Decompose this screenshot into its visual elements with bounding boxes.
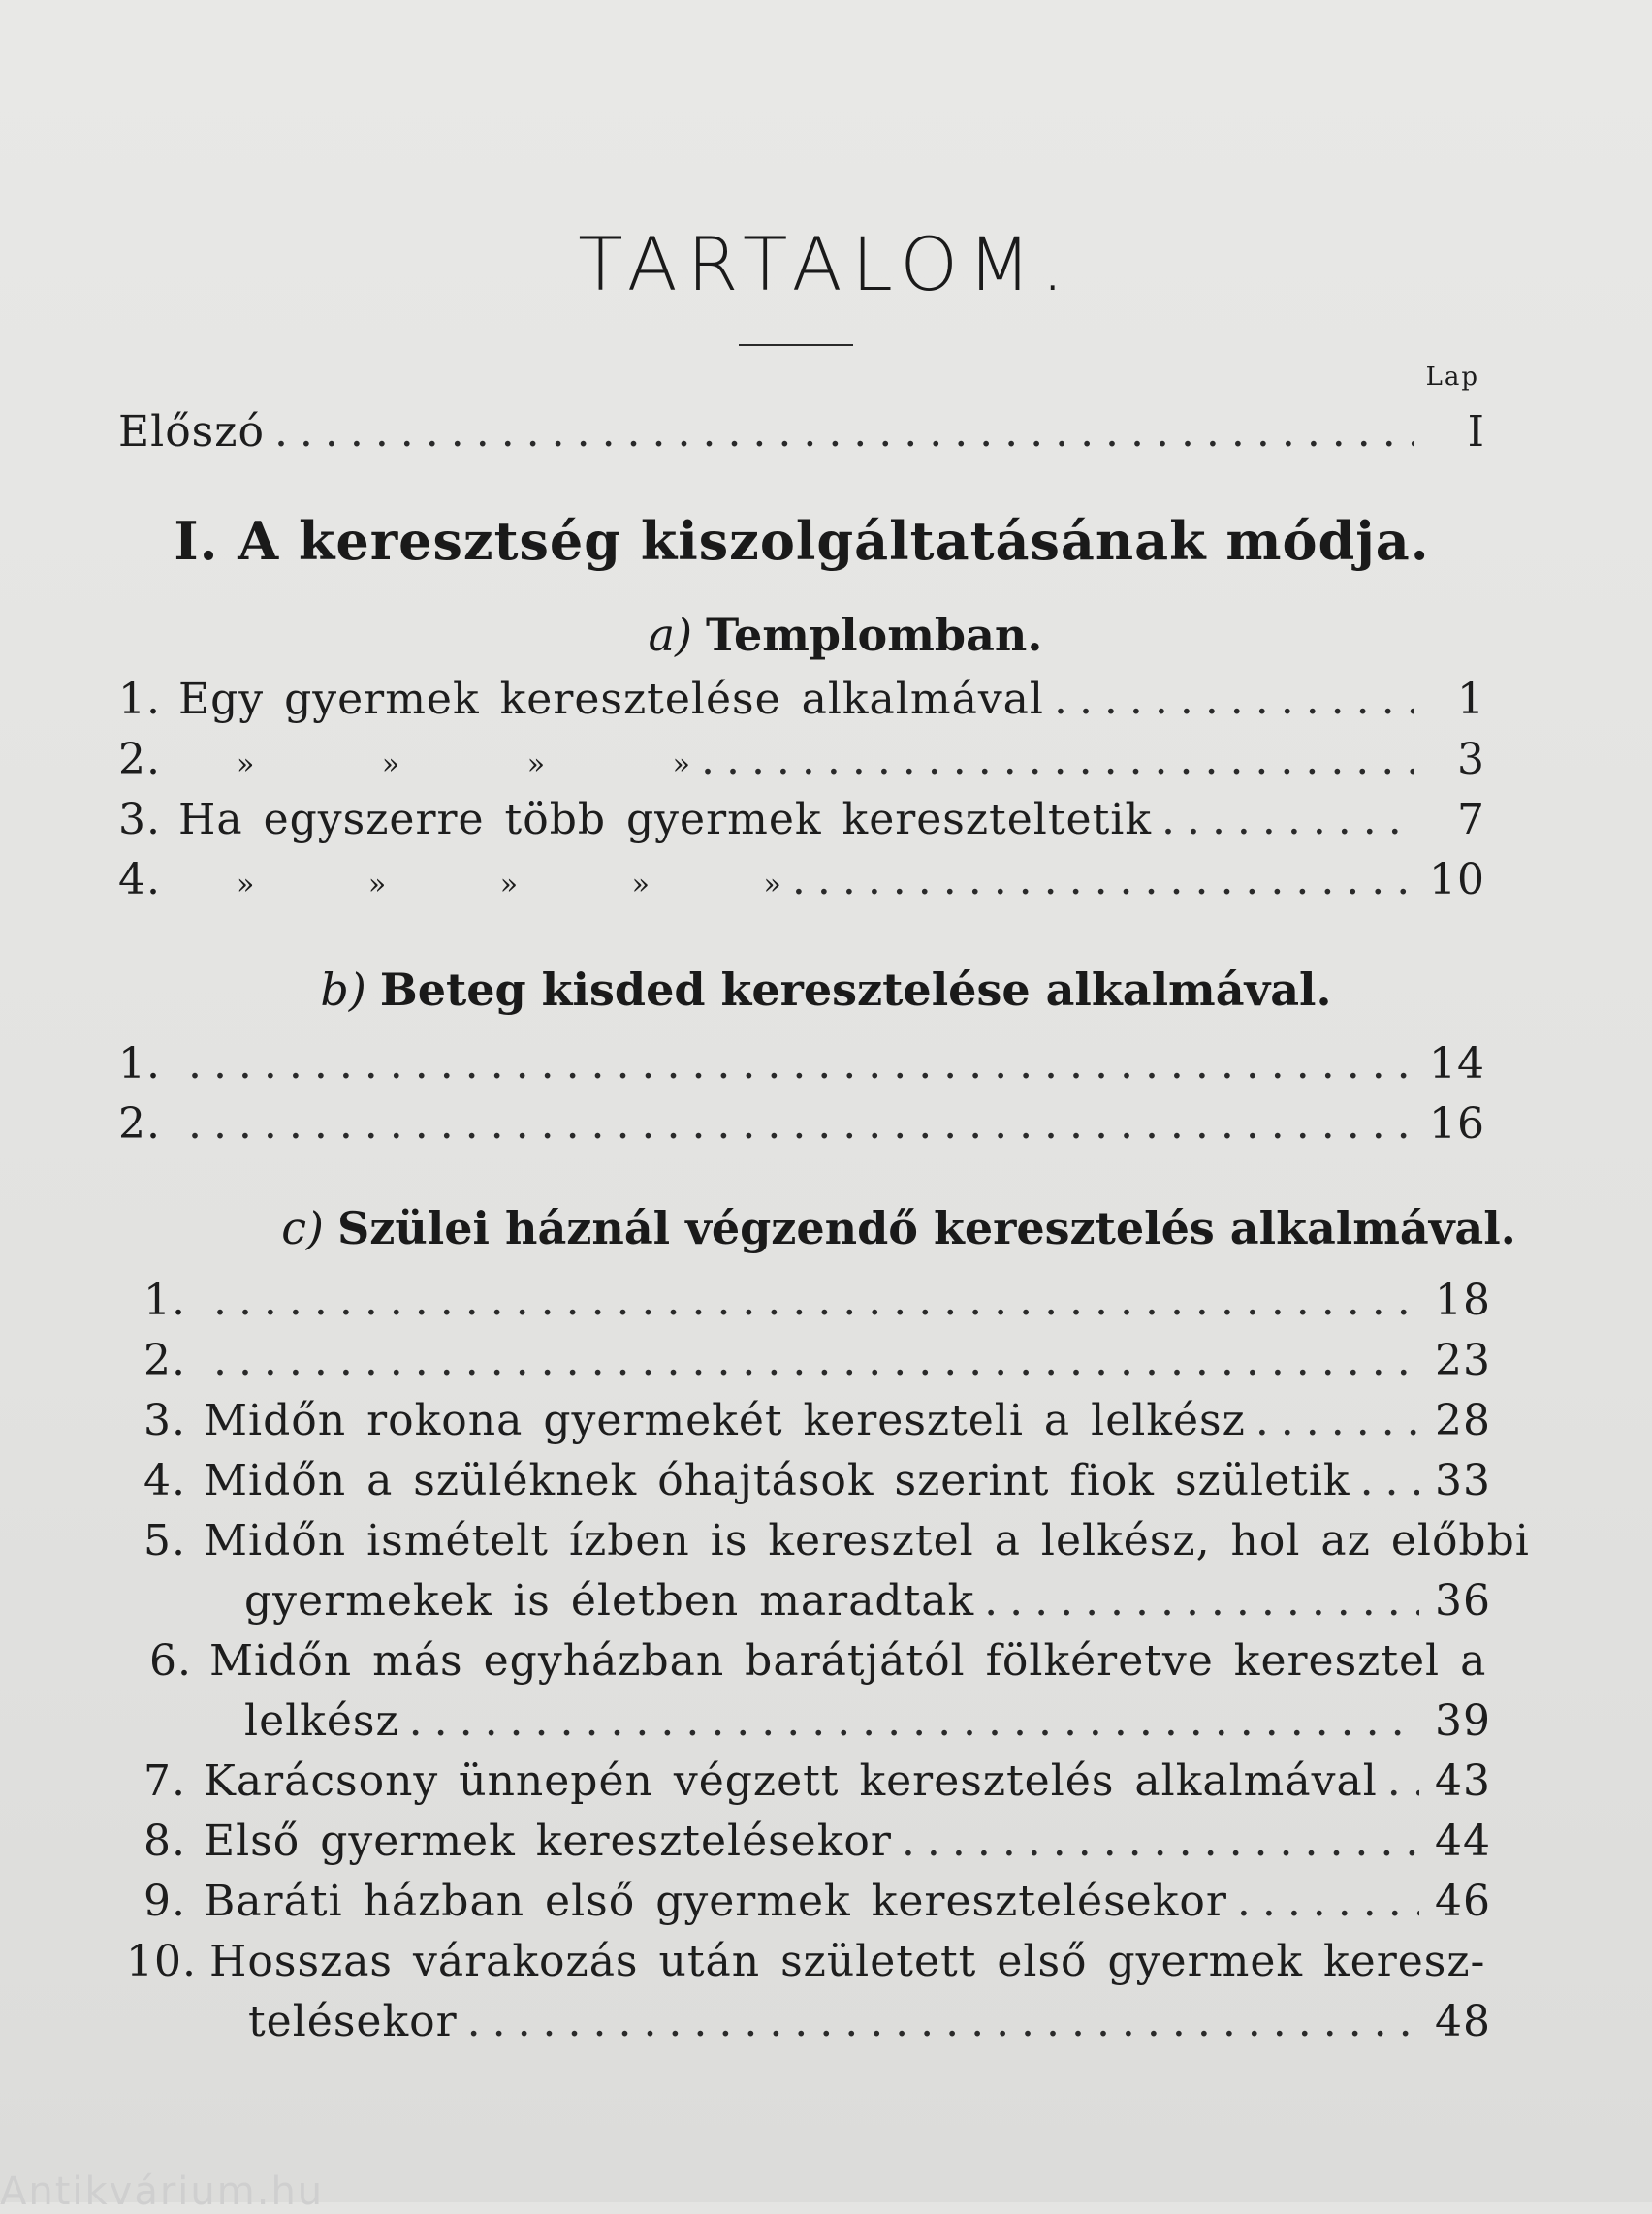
toc-entry <box>118 1039 1485 1089</box>
entry-label-continued: lelkész <box>244 1696 399 1746</box>
dot-leader <box>984 1576 1419 1626</box>
section-title: Templomban. <box>706 609 1043 661</box>
section-b-heading <box>0 964 1652 1016</box>
entry-number: 5. <box>143 1516 186 1566</box>
toc-entry <box>143 1756 1491 1806</box>
page-number: 16 <box>1429 1099 1485 1149</box>
dot-leader <box>792 855 1414 904</box>
entry-number: 3. <box>143 1396 186 1445</box>
section-letter: a) <box>648 609 693 661</box>
page-number: 10 <box>1429 855 1485 904</box>
entry-number: 1. <box>143 1276 186 1325</box>
toc-entry-continuation <box>244 1576 1491 1626</box>
toc-entry-continuation <box>248 1997 1491 2046</box>
entry-number: 6. <box>149 1636 192 1686</box>
page-number: 23 <box>1435 1336 1491 1385</box>
dot-leader <box>274 407 1414 457</box>
dot-leader <box>467 1997 1419 2046</box>
preface-label: Előszó <box>118 407 265 457</box>
toc-entry <box>143 1877 1491 1926</box>
ditto-marks: » » » » » <box>236 868 782 901</box>
toc-entry <box>143 1336 1491 1385</box>
page-number: 39 <box>1435 1696 1491 1746</box>
entry-label: Hosszas várakozás után született első gyermek keresz- <box>209 1937 1486 1986</box>
toc-entry <box>143 1276 1491 1325</box>
section-title: Szülei háznál végzendő keresztelés alkalmával. <box>336 1202 1516 1254</box>
toc-entry <box>143 1516 1530 1566</box>
dot-leader <box>1054 675 1414 724</box>
dot-leader <box>1360 1456 1419 1505</box>
page-number: 43 <box>1435 1756 1491 1806</box>
toc-entry <box>143 1456 1491 1505</box>
entry-label-continued: telésekor <box>248 1997 458 2046</box>
entry-number: 4. <box>118 855 161 904</box>
dot-leader <box>1161 795 1414 844</box>
toc-entry-continuation <box>244 1696 1491 1746</box>
entry-number: 2. <box>118 735 161 784</box>
column-header-lap: Lap <box>1425 363 1479 392</box>
dot-leader <box>902 1817 1419 1866</box>
entry-label: Midőn rokona gyermekét kereszteli a lelkész <box>203 1396 1246 1445</box>
page-number: 7 <box>1457 795 1485 844</box>
ditto-marks: » » » » <box>236 747 692 781</box>
dot-leader <box>1255 1396 1419 1445</box>
entry-label: Karácsony ünnepén végzett keresztelés alkalmával <box>203 1756 1378 1806</box>
entry-label: Midőn más egyházban barátjától fölkéretve keresztel a <box>209 1636 1487 1686</box>
toc-entry <box>118 855 1485 904</box>
page-number: 18 <box>1435 1276 1491 1325</box>
section-c-heading <box>0 1202 1652 1254</box>
section-title: Beteg kisded keresztelése alkalmával. <box>379 964 1332 1016</box>
toc-entry <box>143 1636 1491 1686</box>
page-number: 33 <box>1435 1456 1491 1505</box>
toc-entry-preface <box>118 407 1485 457</box>
entry-number: 2. <box>118 1099 161 1149</box>
entry-number: 7. <box>143 1756 186 1806</box>
entry-label: Midőn ismételt ízben is keresztel a lelkész, hol az előbbi <box>203 1516 1530 1566</box>
toc-entry <box>118 1099 1485 1149</box>
dot-leader <box>213 1276 1419 1325</box>
dot-leader <box>188 1039 1414 1089</box>
dot-leader <box>409 1696 1419 1746</box>
page-number: 14 <box>1429 1039 1485 1089</box>
page-number: 1 <box>1457 675 1485 724</box>
entry-number: 2. <box>143 1336 186 1385</box>
page-number: 36 <box>1435 1576 1491 1626</box>
entry-label: Egy gyermek keresztelése alkalmával <box>177 675 1044 724</box>
entry-number: 9. <box>143 1877 186 1926</box>
dot-leader <box>213 1336 1419 1385</box>
entry-number: 8. <box>143 1817 186 1866</box>
toc-entry <box>143 1396 1491 1445</box>
page-number: 3 <box>1457 735 1485 784</box>
dot-leader <box>1387 1756 1419 1806</box>
dot-leader <box>701 735 1414 784</box>
entry-label: Első gyermek keresztelésekor <box>203 1817 892 1866</box>
toc-entry <box>118 675 1485 724</box>
page-number: 46 <box>1435 1877 1491 1926</box>
entry-label: Midőn a szüléknek óhajtások szerint fiok születik <box>203 1456 1350 1505</box>
entry-number: 4. <box>143 1456 186 1505</box>
page-number: I <box>1467 407 1485 457</box>
entry-number: 1. <box>118 1039 161 1089</box>
page-number: 28 <box>1435 1396 1491 1445</box>
toc-entry <box>126 1937 1491 1986</box>
toc-entry <box>118 735 1485 784</box>
entry-number: 3. <box>118 795 161 844</box>
section-a-heading <box>0 609 1652 661</box>
entry-number: 1. <box>118 675 161 724</box>
page-title: TARTALOM. <box>578 221 1074 307</box>
entry-label-continued: gyermekek is életben maradtak <box>244 1576 975 1626</box>
dot-leader <box>188 1099 1414 1149</box>
part-heading: I. A keresztség kiszolgáltatásának módja. <box>174 510 1430 572</box>
page-number: 44 <box>1435 1817 1491 1866</box>
watermark: Antikvárium.hu <box>0 2169 325 2214</box>
section-letter: b) <box>320 964 366 1016</box>
page-number: 48 <box>1435 1997 1491 2046</box>
title-rule <box>739 344 853 346</box>
toc-entry <box>143 1817 1491 1866</box>
entry-number: 10. <box>126 1937 197 1986</box>
entry-label: Baráti házban első gyermek keresztelésekor <box>203 1877 1227 1926</box>
entry-label: Ha egyszerre több gyermek kereszteltetik <box>177 795 1152 844</box>
toc-entry <box>118 795 1485 844</box>
dot-leader <box>1237 1877 1419 1926</box>
section-letter: c) <box>281 1202 324 1254</box>
